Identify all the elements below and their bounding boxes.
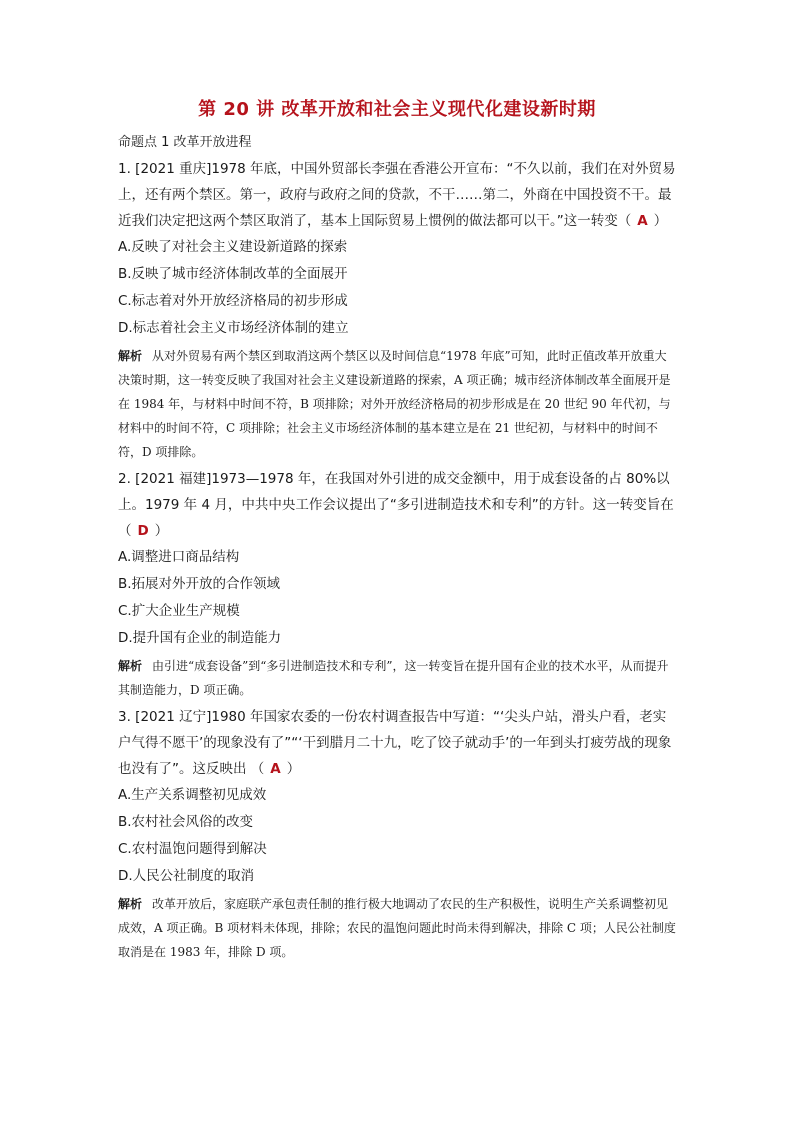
answer-letter: A xyxy=(637,213,648,229)
question-stem: 3. [2021 辽宁]1980 年国家农委的一份农村调查报告中写道：“‘尖头户站，滑头户看，老实户气得不愿干’的现象没有了”“‘干到腊月二十九，吃了饺子就动手’的一年到头打疲劳战的现象也没有了”。这反映出 （ A ） xyxy=(118,709,672,777)
option-b: B.反映了城市经济体制改革的全面展开 xyxy=(118,266,348,282)
explanation: 解析 由引进“成套设备”到“多引进制造技术和专利”，这一转变旨在提升国有企业的技术水平，从而提升其制造能力，D 项正确。 xyxy=(118,659,669,697)
option-c: C.农村温饱问题得到解决 xyxy=(118,841,267,857)
option-d: D.人民公社制度的取消 xyxy=(118,868,255,884)
explanation-label: 解析 xyxy=(118,659,143,673)
explanation: 解析 改革开放后，家庭联产承包责任制的推行极大地调动了农民的生产积极性，说明生产关系调整初见成效，A 项正确。B 项材料未体现，排除；农民的温饱问题此时尚未得到解决，排除 C 项；人民公社制度取消是在 1983 年，排除 D 项。 xyxy=(118,897,676,959)
option-d: D.标志着社会主义市场经济体制的建立 xyxy=(118,320,349,336)
option-b: B.农村社会风俗的改变 xyxy=(118,814,254,830)
explanation: 解析 从对外贸易有两个禁区到取消这两个禁区以及时间信息“1978 年底”可知，此时正值改革开放重大决策时期，这一转变反映了我国对社会主义建设新道路的探索，A 项正确；城市经济体制改革全面展开是在 1984 年，与材料中时间不符，B 项排除；对外开放经济格局的初步形成是在 20 世纪 90 年代初，与材料中的时间不符，C 项排除；社会主义市场经济体制的基本建立是在 21 世纪初，与材料中的时间不符，D 项排除。 xyxy=(118,349,671,459)
explanation-label: 解析 xyxy=(118,349,143,363)
content-body xyxy=(118,130,678,966)
option-a: A.调整进口商品结构 xyxy=(118,549,240,565)
option-d: D.提升国有企业的制造能力 xyxy=(118,630,282,646)
lesson-title: 第 20 讲 改革开放和社会主义现代化建设新时期 xyxy=(198,99,596,120)
explanation-label: 解析 xyxy=(118,897,143,911)
answer-letter: A xyxy=(270,761,281,777)
question-3 xyxy=(118,704,678,964)
option-a: A.生产关系调整初见成效 xyxy=(118,787,267,803)
section-heading: 命题点 1 改革开放进程 xyxy=(118,135,252,150)
option-c: C.标志着对外开放经济格局的初步形成 xyxy=(118,293,348,309)
answer-letter: D xyxy=(137,523,149,539)
option-c: C.扩大企业生产规模 xyxy=(118,603,240,619)
question-stem: 1. [2021 重庆]1978 年底，中国外贸部长李强在香港公开宣布：“不久以前，我们在对外贸易上，还有两个禁区。第一，政府与政府之间的贷款，不干……第二，外商在中国投资不干。最近我们决定把这两个禁区取消了，基本上国际贸易上惯例的做法都可以干。”这一转变（ A ） xyxy=(118,161,676,229)
question-2 xyxy=(118,466,678,702)
option-a: A.反映了对社会主义建设新道路的探索 xyxy=(118,239,348,255)
option-b: B.拓展对外开放的合作领域 xyxy=(118,576,281,592)
question-stem: 2. [2021 福建]1973—1978 年，在我国对外引进的成交金额中，用于成套设备的占 80%以上。1979 年 4 月，中共中央工作会议提出了“多引进制造技术和专利”的方针。这一转变旨在（ D ） xyxy=(118,471,674,539)
question-1 xyxy=(118,156,678,464)
